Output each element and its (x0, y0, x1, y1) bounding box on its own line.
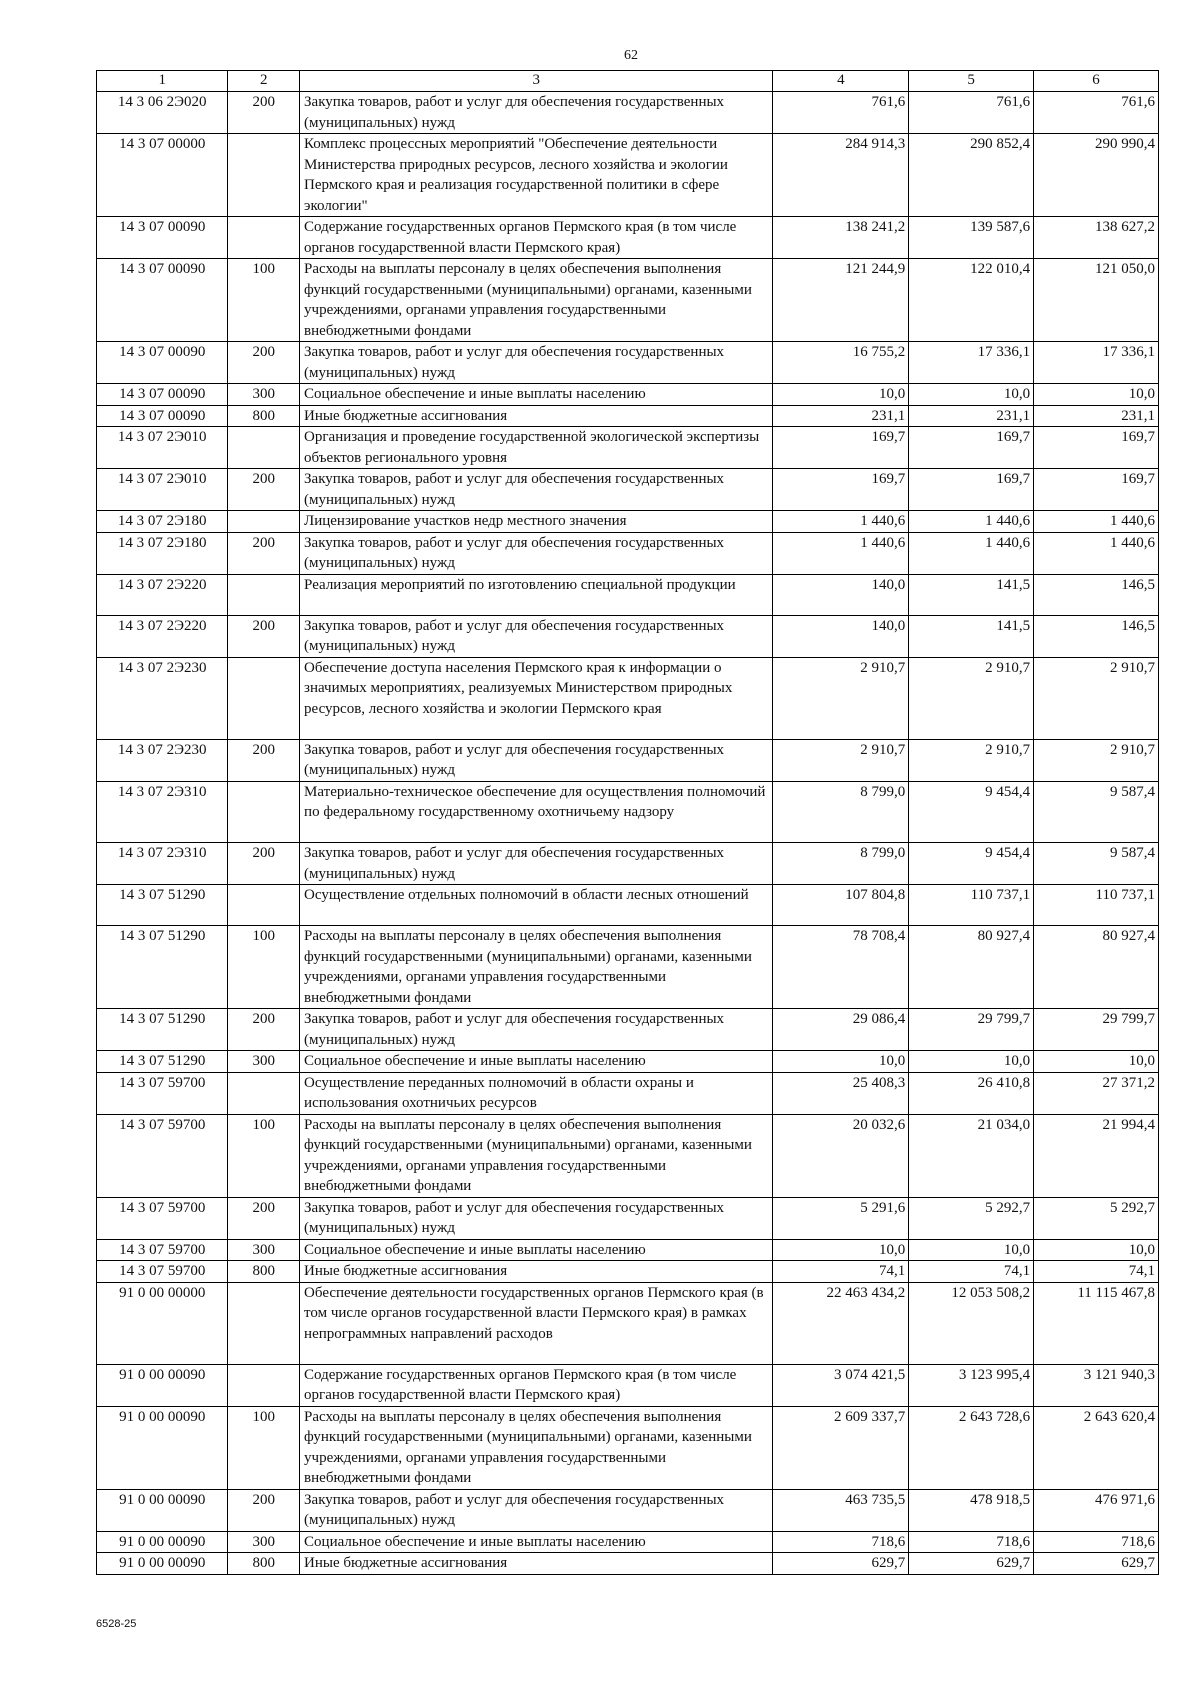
table-row (97, 134, 1159, 217)
row-value-col5: 141,5 (909, 615, 1034, 657)
row-value-col5: 2 910,7 (909, 739, 1034, 781)
row-value-col6: 146,5 (1034, 574, 1159, 615)
row-value-col4: 2 609 337,7 (773, 1406, 909, 1489)
row-description: Закупка товаров, работ и услуг для обеспечения государственных (муниципальных) нужд (300, 1009, 773, 1051)
row-code: 14 3 07 00090 (97, 259, 228, 342)
row-value-col4: 169,7 (773, 427, 909, 469)
row-value-col5: 17 336,1 (909, 342, 1034, 384)
row-value-col4: 629,7 (773, 1553, 909, 1575)
row-description: Закупка товаров, работ и услуг для обеспечения государственных (муниципальных) нужд (300, 92, 773, 134)
row-value-col5: 141,5 (909, 574, 1034, 615)
row-expense-type: 200 (228, 342, 300, 384)
column-header: 2 (228, 71, 300, 92)
table-row (97, 92, 1159, 134)
row-value-col6: 11 115 467,8 (1034, 1282, 1159, 1364)
table-row (97, 1364, 1159, 1406)
row-code: 14 3 07 59700 (97, 1072, 228, 1114)
row-value-col6: 110 737,1 (1034, 885, 1159, 926)
row-value-col6: 476 971,6 (1034, 1489, 1159, 1531)
row-description: Иные бюджетные ассигнования (300, 405, 773, 427)
column-header: 5 (909, 71, 1034, 92)
table-row (97, 384, 1159, 406)
row-value-col5: 74,1 (909, 1261, 1034, 1283)
row-code: 14 3 07 51290 (97, 885, 228, 926)
row-value-col6: 761,6 (1034, 92, 1159, 134)
table-row (97, 1009, 1159, 1051)
row-value-col4: 140,0 (773, 574, 909, 615)
row-expense-type (228, 427, 300, 469)
row-description: Лицензирование участков недр местного значения (300, 511, 773, 533)
table-row (97, 217, 1159, 259)
row-value-col4: 718,6 (773, 1531, 909, 1553)
row-value-col5: 80 927,4 (909, 926, 1034, 1009)
table-row (97, 405, 1159, 427)
row-value-col6: 290 990,4 (1034, 134, 1159, 217)
row-expense-type: 200 (228, 615, 300, 657)
row-value-col4: 10,0 (773, 1051, 909, 1073)
row-code: 14 3 07 2Э220 (97, 615, 228, 657)
row-expense-type (228, 657, 300, 739)
row-description: Закупка товаров, работ и услуг для обеспечения государственных (муниципальных) нужд (300, 532, 773, 574)
row-value-col4: 284 914,3 (773, 134, 909, 217)
row-value-col5: 5 292,7 (909, 1197, 1034, 1239)
row-expense-type (228, 781, 300, 843)
row-expense-type: 100 (228, 926, 300, 1009)
row-code: 14 3 07 2Э010 (97, 469, 228, 511)
row-description: Расходы на выплаты персоналу в целях обеспечения выполнения функций государственными (муниципальными) органами, казенными учреждениями, органами управления государственными внебюджетными фондами (300, 926, 773, 1009)
row-value-col5: 2 910,7 (909, 657, 1034, 739)
row-expense-type: 300 (228, 1239, 300, 1261)
row-description: Обеспечение доступа населения Пермского края к информации о значимых мероприятиях, реализуемых Министерством природных ресурсов, лесного хозяйства и экологии Пермского края (300, 657, 773, 739)
row-description: Закупка товаров, работ и услуг для обеспечения государственных (муниципальных) нужд (300, 739, 773, 781)
row-value-col5: 29 799,7 (909, 1009, 1034, 1051)
row-code: 14 3 07 2Э230 (97, 739, 228, 781)
row-value-col6: 629,7 (1034, 1553, 1159, 1575)
row-code: 91 0 00 00000 (97, 1282, 228, 1364)
row-value-col4: 2 910,7 (773, 739, 909, 781)
row-expense-type: 200 (228, 1489, 300, 1531)
table-row (97, 1051, 1159, 1073)
table-row (97, 342, 1159, 384)
row-description: Осуществление отдельных полномочий в области лесных отношений (300, 885, 773, 926)
row-value-col6: 29 799,7 (1034, 1009, 1159, 1051)
row-expense-type: 800 (228, 1553, 300, 1575)
row-value-col5: 2 643 728,6 (909, 1406, 1034, 1489)
table-row (97, 615, 1159, 657)
row-value-col6: 169,7 (1034, 427, 1159, 469)
row-description: Социальное обеспечение и иные выплаты населению (300, 1531, 773, 1553)
row-value-col4: 138 241,2 (773, 217, 909, 259)
table-row (97, 511, 1159, 533)
row-value-col6: 2 910,7 (1034, 657, 1159, 739)
row-code: 14 3 07 2Э180 (97, 511, 228, 533)
row-value-col6: 138 627,2 (1034, 217, 1159, 259)
row-code: 14 3 07 00090 (97, 405, 228, 427)
row-code: 14 3 07 2Э310 (97, 781, 228, 843)
row-value-col6: 2 910,7 (1034, 739, 1159, 781)
row-value-col5: 110 737,1 (909, 885, 1034, 926)
row-code: 14 3 07 2Э220 (97, 574, 228, 615)
table-row (97, 657, 1159, 739)
column-header: 3 (300, 71, 773, 92)
row-description: Комплекс процессных мероприятий "Обеспечение деятельности Министерства природных ресурсов, лесного хозяйства и экологии Пермского края и реализация государственной политики в сфере экологии" (300, 134, 773, 217)
row-expense-type (228, 511, 300, 533)
row-expense-type: 100 (228, 1114, 300, 1197)
row-expense-type: 200 (228, 469, 300, 511)
row-value-col5: 9 454,4 (909, 843, 1034, 885)
row-value-col6: 27 371,2 (1034, 1072, 1159, 1114)
table-row (97, 1072, 1159, 1114)
row-code: 14 3 07 59700 (97, 1239, 228, 1261)
row-value-col6: 74,1 (1034, 1261, 1159, 1283)
row-value-col4: 78 708,4 (773, 926, 909, 1009)
header-row (97, 71, 1159, 92)
row-expense-type: 200 (228, 532, 300, 574)
row-description: Иные бюджетные ассигнования (300, 1261, 773, 1283)
row-value-col6: 80 927,4 (1034, 926, 1159, 1009)
row-value-col5: 26 410,8 (909, 1072, 1034, 1114)
row-code: 14 3 07 2Э180 (97, 532, 228, 574)
row-description: Закупка товаров, работ и услуг для обеспечения государственных (муниципальных) нужд (300, 469, 773, 511)
row-expense-type: 200 (228, 1197, 300, 1239)
row-expense-type (228, 885, 300, 926)
row-value-col6: 121 050,0 (1034, 259, 1159, 342)
row-expense-type: 100 (228, 259, 300, 342)
row-value-col6: 169,7 (1034, 469, 1159, 511)
row-value-col6: 17 336,1 (1034, 342, 1159, 384)
table-row (97, 926, 1159, 1009)
row-expense-type (228, 1072, 300, 1114)
column-header: 6 (1034, 71, 1159, 92)
row-value-col4: 121 244,9 (773, 259, 909, 342)
row-value-col6: 9 587,4 (1034, 843, 1159, 885)
row-expense-type (228, 1364, 300, 1406)
row-description: Расходы на выплаты персоналу в целях обеспечения выполнения функций государственными (муниципальными) органами, казенными учреждениями, органами управления государственными внебюджетными фондами (300, 1406, 773, 1489)
row-description: Расходы на выплаты персоналу в целях обеспечения выполнения функций государственными (муниципальными) органами, казенными учреждениями, органами управления государственными внебюджетными фондами (300, 1114, 773, 1197)
row-description: Закупка товаров, работ и услуг для обеспечения государственных (муниципальных) нужд (300, 843, 773, 885)
row-value-col5: 231,1 (909, 405, 1034, 427)
row-value-col4: 8 799,0 (773, 781, 909, 843)
row-value-col6: 2 643 620,4 (1034, 1406, 1159, 1489)
row-code: 14 3 07 2Э310 (97, 843, 228, 885)
row-value-col6: 5 292,7 (1034, 1197, 1159, 1239)
row-expense-type: 200 (228, 739, 300, 781)
row-value-col5: 1 440,6 (909, 532, 1034, 574)
row-value-col5: 718,6 (909, 1531, 1034, 1553)
table-row (97, 259, 1159, 342)
row-value-col5: 761,6 (909, 92, 1034, 134)
row-value-col5: 10,0 (909, 1239, 1034, 1261)
row-expense-type: 200 (228, 843, 300, 885)
row-expense-type (228, 574, 300, 615)
row-expense-type: 300 (228, 1531, 300, 1553)
row-description: Содержание государственных органов Пермского края (в том числе органов государственной власти Пермского края) (300, 1364, 773, 1406)
row-expense-type: 300 (228, 1051, 300, 1073)
row-code: 14 3 06 2Э020 (97, 92, 228, 134)
row-code: 14 3 07 00000 (97, 134, 228, 217)
row-description: Социальное обеспечение и иные выплаты населению (300, 1239, 773, 1261)
table-row (97, 739, 1159, 781)
row-value-col4: 10,0 (773, 1239, 909, 1261)
row-value-col6: 9 587,4 (1034, 781, 1159, 843)
row-value-col6: 10,0 (1034, 1051, 1159, 1073)
row-value-col6: 10,0 (1034, 1239, 1159, 1261)
row-description: Иные бюджетные ассигнования (300, 1553, 773, 1575)
row-description: Обеспечение деятельности государственных органов Пермского края (в том числе органов государственной власти Пермского края) в рамках непрограммных направлений расходов (300, 1282, 773, 1364)
row-description: Материально-техническое обеспечение для осуществления полномочий по федеральному государственному охотничьему надзору (300, 781, 773, 843)
row-value-col4: 29 086,4 (773, 1009, 909, 1051)
row-value-col4: 463 735,5 (773, 1489, 909, 1531)
table-body (97, 92, 1159, 1575)
row-code: 91 0 00 00090 (97, 1406, 228, 1489)
row-value-col5: 12 053 508,2 (909, 1282, 1034, 1364)
row-value-col5: 21 034,0 (909, 1114, 1034, 1197)
row-value-col6: 21 994,4 (1034, 1114, 1159, 1197)
table-row (97, 1197, 1159, 1239)
row-description: Содержание государственных органов Пермского края (в том числе органов государственной власти Пермского края) (300, 217, 773, 259)
row-code: 91 0 00 00090 (97, 1364, 228, 1406)
budget-table (96, 70, 1159, 1575)
row-code: 14 3 07 00090 (97, 384, 228, 406)
row-code: 14 3 07 59700 (97, 1114, 228, 1197)
row-value-col4: 74,1 (773, 1261, 909, 1283)
row-value-col4: 2 910,7 (773, 657, 909, 739)
row-description: Социальное обеспечение и иные выплаты населению (300, 384, 773, 406)
row-value-col5: 10,0 (909, 1051, 1034, 1073)
row-value-col5: 290 852,4 (909, 134, 1034, 217)
row-code: 14 3 07 59700 (97, 1197, 228, 1239)
row-value-col5: 3 123 995,4 (909, 1364, 1034, 1406)
row-code: 14 3 07 51290 (97, 1051, 228, 1073)
row-expense-type: 100 (228, 1406, 300, 1489)
row-expense-type: 200 (228, 92, 300, 134)
row-value-col6: 1 440,6 (1034, 532, 1159, 574)
row-expense-type: 800 (228, 405, 300, 427)
row-code: 14 3 07 00090 (97, 217, 228, 259)
row-expense-type: 200 (228, 1009, 300, 1051)
row-value-col4: 169,7 (773, 469, 909, 511)
row-description: Организация и проведение государственной экологической экспертизы объектов регионального уровня (300, 427, 773, 469)
row-code: 14 3 07 2Э230 (97, 657, 228, 739)
row-description: Расходы на выплаты персоналу в целях обеспечения выполнения функций государственными (муниципальными) органами, казенными учреждениями, органами управления государственными внебюджетными фондами (300, 259, 773, 342)
table-row (97, 1239, 1159, 1261)
column-header: 4 (773, 71, 909, 92)
row-value-col4: 3 074 421,5 (773, 1364, 909, 1406)
table-row (97, 1553, 1159, 1575)
table-row (97, 469, 1159, 511)
row-value-col5: 122 010,4 (909, 259, 1034, 342)
row-value-col6: 231,1 (1034, 405, 1159, 427)
row-value-col4: 231,1 (773, 405, 909, 427)
table-row (97, 532, 1159, 574)
row-value-col4: 22 463 434,2 (773, 1282, 909, 1364)
row-code: 91 0 00 00090 (97, 1531, 228, 1553)
row-description: Закупка товаров, работ и услуг для обеспечения государственных (муниципальных) нужд (300, 1197, 773, 1239)
row-value-col5: 629,7 (909, 1553, 1034, 1575)
footer-code: 6528-25 (96, 1618, 137, 1630)
row-code: 14 3 07 51290 (97, 926, 228, 1009)
row-value-col6: 10,0 (1034, 384, 1159, 406)
table-row (97, 885, 1159, 926)
row-code: 91 0 00 00090 (97, 1489, 228, 1531)
row-description: Реализация мероприятий по изготовлению специальной продукции (300, 574, 773, 615)
row-value-col4: 140,0 (773, 615, 909, 657)
table-row (97, 1261, 1159, 1283)
row-value-col4: 8 799,0 (773, 843, 909, 885)
row-code: 14 3 07 51290 (97, 1009, 228, 1051)
row-description: Закупка товаров, работ и услуг для обеспечения государственных (муниципальных) нужд (300, 1489, 773, 1531)
row-expense-type (228, 1282, 300, 1364)
row-value-col4: 107 804,8 (773, 885, 909, 926)
table-row (97, 1282, 1159, 1364)
row-value-col5: 169,7 (909, 469, 1034, 511)
row-expense-type: 800 (228, 1261, 300, 1283)
row-value-col4: 25 408,3 (773, 1072, 909, 1114)
table-row (97, 574, 1159, 615)
row-value-col5: 169,7 (909, 427, 1034, 469)
row-description: Закупка товаров, работ и услуг для обеспечения государственных (муниципальных) нужд (300, 615, 773, 657)
row-description: Осуществление переданных полномочий в области охраны и использования охотничьих ресурсов (300, 1072, 773, 1114)
row-value-col5: 9 454,4 (909, 781, 1034, 843)
table-row (97, 1489, 1159, 1531)
row-value-col4: 761,6 (773, 92, 909, 134)
row-value-col5: 478 918,5 (909, 1489, 1034, 1531)
table-row (97, 1406, 1159, 1489)
table-row (97, 427, 1159, 469)
row-value-col4: 20 032,6 (773, 1114, 909, 1197)
column-header: 1 (97, 71, 228, 92)
row-description: Закупка товаров, работ и услуг для обеспечения государственных (муниципальных) нужд (300, 342, 773, 384)
row-code: 91 0 00 00090 (97, 1553, 228, 1575)
row-code: 14 3 07 59700 (97, 1261, 228, 1283)
row-value-col6: 718,6 (1034, 1531, 1159, 1553)
row-value-col4: 1 440,6 (773, 532, 909, 574)
row-value-col6: 146,5 (1034, 615, 1159, 657)
row-value-col6: 3 121 940,3 (1034, 1364, 1159, 1406)
row-code: 14 3 07 00090 (97, 342, 228, 384)
row-value-col4: 10,0 (773, 384, 909, 406)
table-row (97, 1531, 1159, 1553)
row-value-col5: 139 587,6 (909, 217, 1034, 259)
table-row (97, 781, 1159, 843)
table-row (97, 1114, 1159, 1197)
row-code: 14 3 07 2Э010 (97, 427, 228, 469)
row-value-col4: 5 291,6 (773, 1197, 909, 1239)
row-expense-type: 300 (228, 384, 300, 406)
row-value-col4: 1 440,6 (773, 511, 909, 533)
row-description: Социальное обеспечение и иные выплаты населению (300, 1051, 773, 1073)
row-expense-type (228, 134, 300, 217)
table-row (97, 843, 1159, 885)
row-expense-type (228, 217, 300, 259)
row-value-col4: 16 755,2 (773, 342, 909, 384)
page-number: 62 (624, 48, 638, 63)
row-value-col5: 10,0 (909, 384, 1034, 406)
row-value-col5: 1 440,6 (909, 511, 1034, 533)
row-value-col6: 1 440,6 (1034, 511, 1159, 533)
